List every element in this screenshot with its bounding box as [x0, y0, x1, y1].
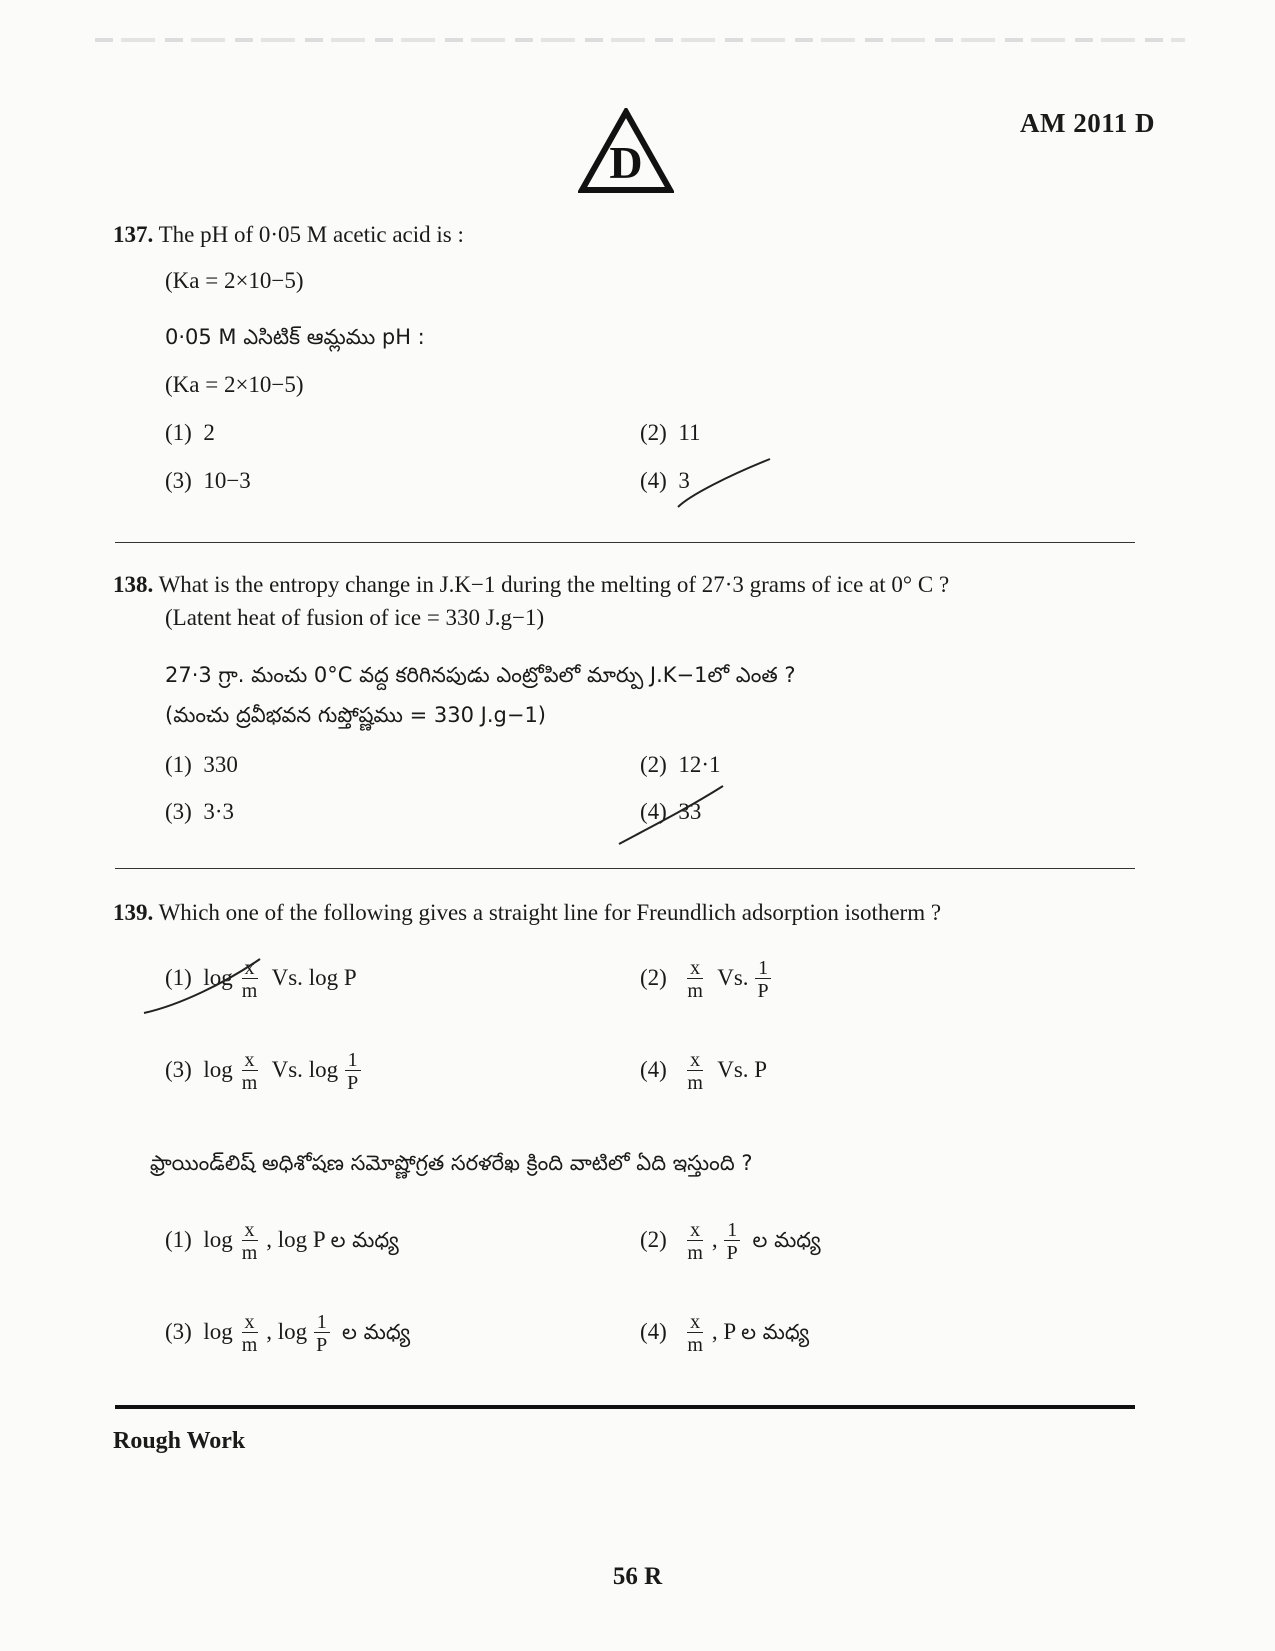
question-text-en: The pH of 0·05 M acetic acid is : — [158, 222, 464, 247]
option-value: 3 — [678, 468, 690, 493]
rhs: P — [723, 1318, 736, 1344]
q138-given-en: (Latent heat of fusion of ice = 330 J.g−1) — [165, 605, 545, 630]
option-label: (3) — [165, 468, 192, 493]
question-text-en: What is the entropy change in J.K−1 during the melting of 27·3 grams of ice at 0° C ? — [158, 572, 950, 597]
math-log: log — [277, 1318, 308, 1344]
option-3[interactable] — [165, 468, 251, 494]
option-label: (2) — [640, 964, 667, 990]
option-value: 2 — [203, 420, 215, 445]
option-label: (1) — [165, 964, 192, 990]
option-2[interactable] — [640, 958, 778, 1001]
numerator: x — [687, 1050, 703, 1071]
denominator: m — [241, 1334, 258, 1356]
math-log: log — [203, 964, 233, 990]
option-1[interactable] — [165, 1220, 399, 1263]
q137-given-en: (Ka = 2×10−5) — [165, 268, 304, 293]
option-3[interactable] — [165, 1050, 367, 1093]
question-number: 138. — [113, 572, 154, 597]
question-number: 137. — [113, 222, 154, 247]
versus: Vs. — [717, 964, 749, 990]
option-value: 11 — [678, 420, 701, 445]
option-4[interactable] — [640, 1312, 809, 1355]
fraction — [239, 1312, 261, 1355]
numerator: x — [242, 1220, 258, 1241]
option-1[interactable] — [165, 752, 238, 778]
rhs: log P — [308, 964, 357, 990]
denominator: P — [726, 1242, 738, 1264]
fraction — [239, 1220, 261, 1263]
telugu-suffix: ల మధ్య — [741, 1319, 810, 1344]
fraction — [239, 958, 261, 1001]
denominator: m — [241, 980, 258, 1002]
denominator: P — [316, 1334, 328, 1356]
numerator: 1 — [755, 958, 771, 979]
option-2[interactable] — [640, 420, 700, 446]
denominator: m — [687, 1072, 703, 1094]
fraction — [684, 958, 706, 1001]
option-label: (2) — [640, 420, 667, 445]
separator: , — [711, 1226, 718, 1252]
option-1[interactable] — [165, 420, 215, 446]
option-label: (2) — [640, 1226, 667, 1252]
option-label: (3) — [165, 1318, 192, 1344]
separator: , — [266, 1318, 273, 1344]
denominator: m — [687, 980, 703, 1002]
rough-work-divider — [115, 1405, 1135, 1409]
denominator: P — [347, 1072, 359, 1094]
versus: Vs. — [717, 1056, 749, 1082]
question-138 — [113, 570, 1133, 600]
booklet-letter: D — [609, 137, 643, 188]
fraction — [684, 1050, 706, 1093]
q137-given-te: (Ka = 2×10−5) — [165, 372, 304, 397]
fraction — [344, 1050, 361, 1093]
option-value: 3·3 — [203, 799, 234, 824]
option-4[interactable] — [640, 799, 701, 825]
fraction — [684, 1220, 706, 1263]
telugu-suffix: ల మధ్య — [342, 1319, 411, 1344]
option-1[interactable] — [165, 958, 357, 1001]
math-log: log — [203, 1226, 233, 1252]
question-number: 139. — [113, 900, 154, 925]
option-4[interactable] — [640, 468, 690, 494]
separator: , — [711, 1318, 718, 1344]
versus: Vs. — [271, 1056, 303, 1082]
option-2[interactable] — [640, 1220, 821, 1263]
fraction — [684, 1312, 706, 1355]
q138-text-te: 27·3 గ్రా. మంచు 0°C వద్ద కరిగినపుడు ఎంట్రోపిలో మార్పు J.K−1లో ఎంత ? — [165, 663, 796, 687]
numerator: 1 — [345, 1050, 361, 1071]
page-number: 56 R — [612, 1563, 663, 1590]
q139-text-te: ఫ్రాయిండ్‌లిష్ అధిశోషణ సమోష్ణోగ్రత సరళరేఖ క్రింది వాటిలో ఏది ఇస్తుంది ? — [150, 1151, 753, 1175]
rough-work-label: Rough Work — [113, 1428, 246, 1454]
option-label: (3) — [165, 1056, 192, 1082]
booklet-code: AM 2011 D — [1020, 108, 1155, 138]
option-4[interactable] — [640, 1050, 767, 1093]
denominator: m — [241, 1242, 258, 1264]
versus: Vs. — [271, 964, 303, 990]
denominator: P — [757, 980, 769, 1002]
divider — [115, 868, 1135, 869]
scan-noise-strip — [95, 38, 1185, 42]
option-value: 10−3 — [203, 468, 251, 493]
numerator: x — [687, 958, 703, 979]
option-label: (1) — [165, 752, 192, 777]
rhs: P — [754, 1056, 768, 1082]
math-log: log — [203, 1056, 233, 1082]
question-137 — [113, 220, 464, 250]
option-label: (4) — [640, 1318, 667, 1344]
separator: , — [266, 1226, 273, 1252]
numerator: x — [242, 1050, 258, 1071]
option-label: (3) — [165, 799, 192, 824]
rhs: log P — [277, 1226, 325, 1252]
numerator: 1 — [724, 1220, 740, 1241]
option-3[interactable] — [165, 1312, 410, 1355]
math-log: log — [308, 1056, 339, 1082]
option-label: (1) — [165, 420, 192, 445]
option-value: 330 — [203, 752, 238, 777]
q137-text-te: 0·05 M ఎసిటిక్ ఆమ్లము pH : — [165, 325, 425, 349]
option-label: (4) — [640, 799, 667, 824]
question-139 — [113, 898, 941, 928]
question-text-en: Which one of the following gives a straight line for Freundlich adsorption isotherm ? — [158, 900, 942, 925]
option-value: 12·1 — [678, 752, 721, 777]
numerator: x — [687, 1312, 703, 1333]
q138-given-te: (మంచు ద్రవీభవన గుప్తోష్ణము = 330 J.g−1) — [165, 703, 546, 727]
option-2[interactable] — [640, 752, 721, 778]
booklet-series-logo — [578, 108, 674, 194]
numerator: x — [687, 1220, 703, 1241]
option-label: (2) — [640, 752, 667, 777]
fraction — [239, 1050, 261, 1093]
divider — [115, 542, 1135, 543]
math-log: log — [203, 1318, 233, 1344]
numerator: 1 — [314, 1312, 330, 1333]
telugu-suffix: ల మధ్య — [752, 1227, 821, 1252]
denominator: m — [241, 1072, 258, 1094]
numerator: x — [242, 958, 258, 979]
fraction — [313, 1312, 330, 1355]
option-label: (4) — [640, 468, 667, 493]
option-value: 33 — [678, 799, 702, 824]
denominator: m — [687, 1242, 703, 1264]
option-label: (1) — [165, 1226, 192, 1252]
fraction — [755, 958, 772, 1001]
option-3[interactable] — [165, 799, 234, 825]
numerator: x — [242, 1312, 258, 1333]
telugu-suffix: ల మధ్య — [330, 1227, 399, 1252]
fraction — [724, 1220, 741, 1263]
option-label: (4) — [640, 1056, 667, 1082]
denominator: m — [687, 1334, 703, 1356]
